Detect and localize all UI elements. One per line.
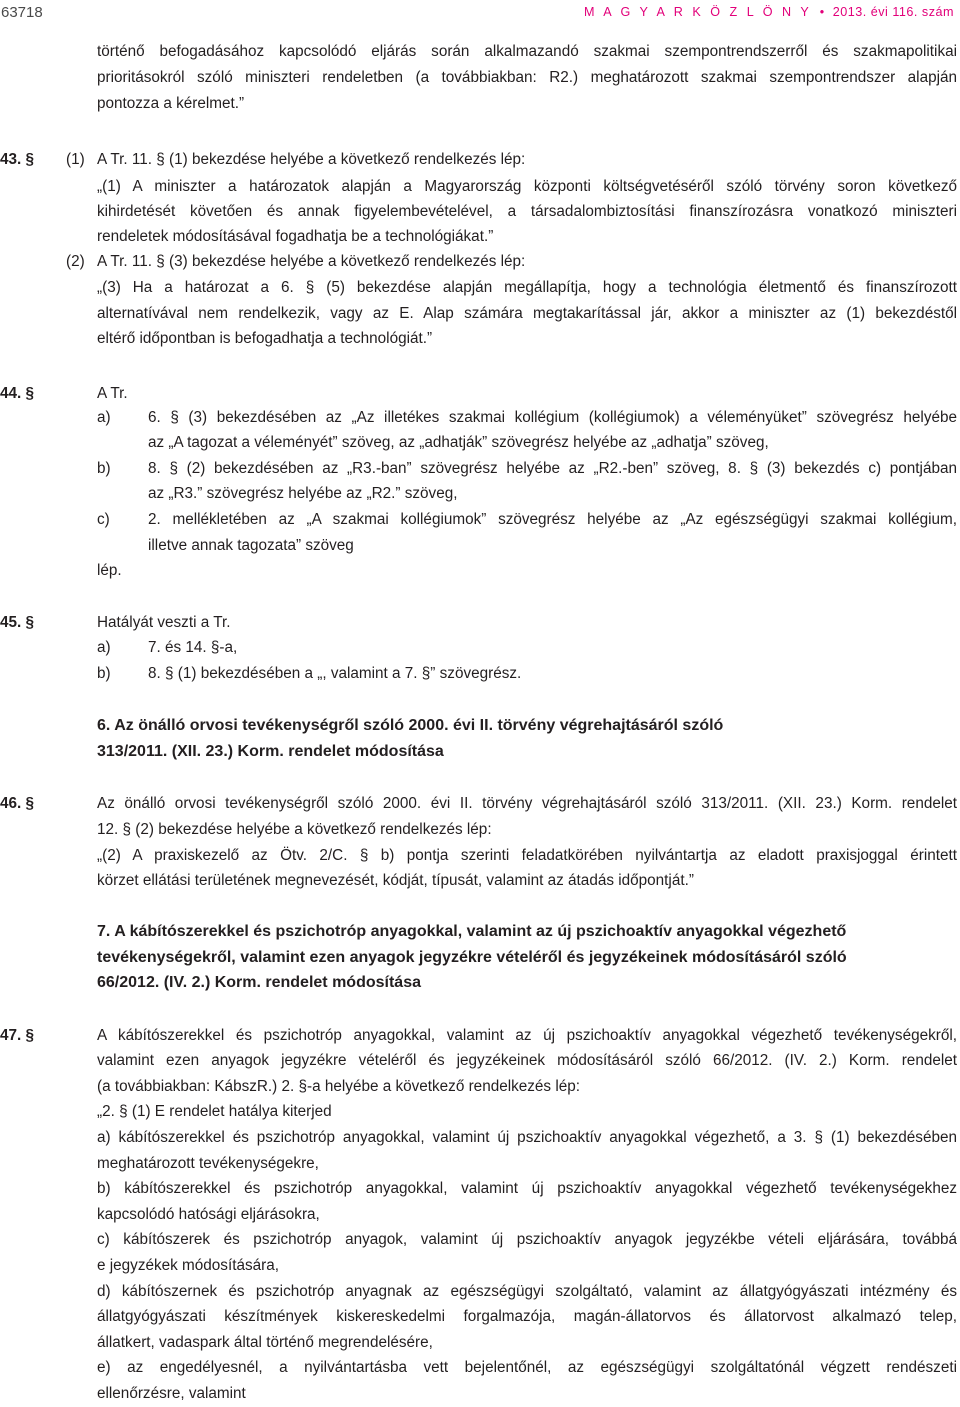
text-line: „(2) A praxiskezelő az Ötv. 2/C. § b) pontja szerinti feladatkörében nyilvántartja az eladott praxisjoggal érintett — [97, 847, 957, 864]
text-line: kapcsolódó hatósági eljárásokra, — [97, 1206, 320, 1223]
page-number: 63718 — [1, 4, 43, 21]
section-number: 45. § — [0, 614, 35, 631]
text-line: a) kábítószerekkel és pszichotróp anyagokkal, valamint új pszichoaktív anyagokkal végezhető, a 3. § (1) bekezdésében — [97, 1129, 957, 1146]
text-line: A Tr. 11. § (1) bekezdése helyébe a következő rendelkezés lép: — [97, 151, 526, 168]
text-line: 6. § (3) bekezdésében az „Az illetékes szakmai kollégium (kollégiumok) a véleményüket” szövegrész helyébe — [148, 409, 957, 426]
text-line: b) kábítószerekkel és pszichotróp anyagokkal, valamint új pszichoaktív anyagokkal végezhető tevékenységekhez — [97, 1180, 957, 1197]
journal-title: M A G Y A R K Ö Z L Ö N Y — [583, 5, 812, 19]
text-line: e jegyzékek módosítására, — [97, 1257, 279, 1274]
text-line: állatkert, vadaspark által történő megrendelésére, — [97, 1334, 433, 1351]
section-number: 47. § — [0, 1027, 35, 1044]
text-line: az „R3.” szövegrész helyébe az „R2.” szöveg, — [148, 485, 458, 502]
text-line: c) kábítószerek és pszichotróp anyagok, valamint új pszichoaktív anyagok jegyzékbe vételi eljárására, továbbá — [97, 1231, 957, 1248]
item-label: b) — [97, 460, 111, 477]
section-heading — [97, 919, 927, 996]
heading-line: 66/2012. (IV. 2.) Korm. rendelet módosítása — [97, 974, 421, 992]
text-line: A Tr. — [97, 385, 128, 402]
paragraph-label: (1) — [66, 151, 85, 168]
text-line: e) az engedélyesnél, a nyilvántartásba vett bejelentőnél, az egészségügyi szolgáltatónál végzett rendészeti — [97, 1359, 957, 1376]
text-line: 7. és 14. §-a, — [148, 639, 238, 656]
text-line: eltérő időpontban is befogadhatja a technológiát.” — [97, 330, 433, 347]
section-number: 46. § — [0, 795, 35, 812]
heading-line: 313/2011. (XII. 23.) Korm. rendelet módosítása — [97, 742, 444, 760]
text-line: (a továbbiakban: KábszR.) 2. §-a helyébe a következő rendelkezés lép: — [97, 1078, 580, 1095]
text-line: valamint ezen anyagok jegyzékre vételéről és jegyzékeinek módosításáról szóló 66/2012. (IV. 2.) Korm. rendelet — [97, 1052, 957, 1069]
section-heading — [97, 713, 897, 764]
item-label: b) — [97, 665, 111, 682]
paragraph-label: (2) — [66, 253, 85, 270]
running-header: M A G Y A R K Ö Z L Ö N Y • 2013. évi 116. szám — [583, 5, 954, 19]
text-line: 12. § (2) bekezdése helyébe a következő rendelkezés lép: — [97, 821, 492, 838]
text-line: Az önálló orvosi tevékenységről szóló 2000. évi II. törvény végrehajtásáról szóló 313/2011. (XII. 23.) Korm. rendelet — [97, 795, 957, 812]
text-line: „(3) Ha a határozat a 6. § (5) bekezdése alapján megállapítja, hogy a technológia életmentő és finanszírozott — [97, 279, 957, 296]
text-line: kihirdetését követően és annak figyelembevételével, a társadalombiztosítási finanszírozásra vonatkozó miniszteri — [97, 203, 957, 220]
page-header — [0, 0, 960, 24]
item-label: c) — [97, 511, 110, 528]
text-line: történő befogadásához kapcsolódó eljárás során alkalmazandó szakmai szempontrendszerről és szakmapolitikai — [97, 43, 957, 60]
text-line: állatgyógyászati készítmények kiskereskedelmi forgalmazója, magán-állatorvos és állatorvost alkalmazó telep, — [97, 1308, 957, 1325]
text-line: alternatívával nem rendelkezik, vagy az E. Alap számára megtakarítással jár, akkor a miniszter az (1) bekezdéstől — [97, 305, 957, 322]
text-line: körzet ellátási területének megnevezését, kódját, típusát, valamint az átadás időpontját.” — [97, 872, 694, 889]
text-line: Hatályát veszti a Tr. — [97, 614, 231, 631]
section-number: 44. § — [0, 385, 35, 402]
text-line: 8. § (1) bekezdésében a „, valamint a 7. §” szövegrész. — [148, 665, 522, 682]
section-number: 43. § — [0, 151, 35, 168]
text-line: rendeletek módosításával fogadhatja be a technológiákat.” — [97, 228, 494, 245]
text-line: 2. mellékletében az „A szakmai kollégiumok” szövegrész helyébe az „Az egészségügyi szakmai kollégium, — [148, 511, 957, 528]
text-line: „2. § (1) E rendelet hatálya kiterjed — [97, 1103, 332, 1120]
text-line: 8. § (2) bekezdésében az „R3.-ban” szövegrész helyébe az „R2.-ben” szöveg, 8. § (3) bekezdés c) pontjában — [148, 460, 957, 477]
text-line: pontozza a kérelmet.” — [97, 95, 245, 112]
text-line: „(1) A miniszter a határozatok alapján a Magyarország központi költségvetéséről szóló törvény soron következő — [97, 178, 957, 195]
issue-info: 2013. évi 116. szám — [832, 5, 954, 19]
heading-line: tevékenységekről, valamint ezen anyagok jegyzékre vételéről és jegyzékeinek módosításáról szóló — [97, 948, 847, 966]
text-line: A Tr. 11. § (3) bekezdése helyébe a következő rendelkezés lép: — [97, 253, 526, 270]
heading-line: 7. A kábítószerekkel és pszichotróp anyagokkal, valamint az új pszichoaktív anyagokkal végezhető — [97, 923, 847, 940]
text-line: A kábítószerekkel és pszichotróp anyagokkal, valamint az új pszichoaktív anyagokkal végezhető tevékenységekről, — [97, 1027, 957, 1044]
text-line: lép. — [97, 562, 122, 579]
text-line: illetve annak tagozata” szöveg — [148, 537, 354, 554]
item-label: a) — [97, 409, 111, 426]
text-line: az „A tagozat a véleményét” szöveg, az „adhatják” szövegrész helyébe az „adhatja” szöveg, — [148, 434, 769, 451]
text-line: d) kábítószernek és pszichotróp anyagnak az egészségügyi szolgáltató, valamint az állatgyógyászati intézmény és — [97, 1283, 957, 1300]
text-line: ellenőrzésre, valamint — [97, 1385, 246, 1402]
heading-line: 6. Az önálló orvosi tevékenységről szóló 2000. évi II. törvény végrehajtásáról szóló — [97, 717, 724, 734]
item-label: a) — [97, 639, 111, 656]
text-line: prioritásokról szóló miniszteri rendeletben (a továbbiakban: R2.) meghatározott szakmai szempontrendszer alapján — [97, 69, 957, 86]
text-line: meghatározott tevékenységekre, — [97, 1155, 319, 1172]
